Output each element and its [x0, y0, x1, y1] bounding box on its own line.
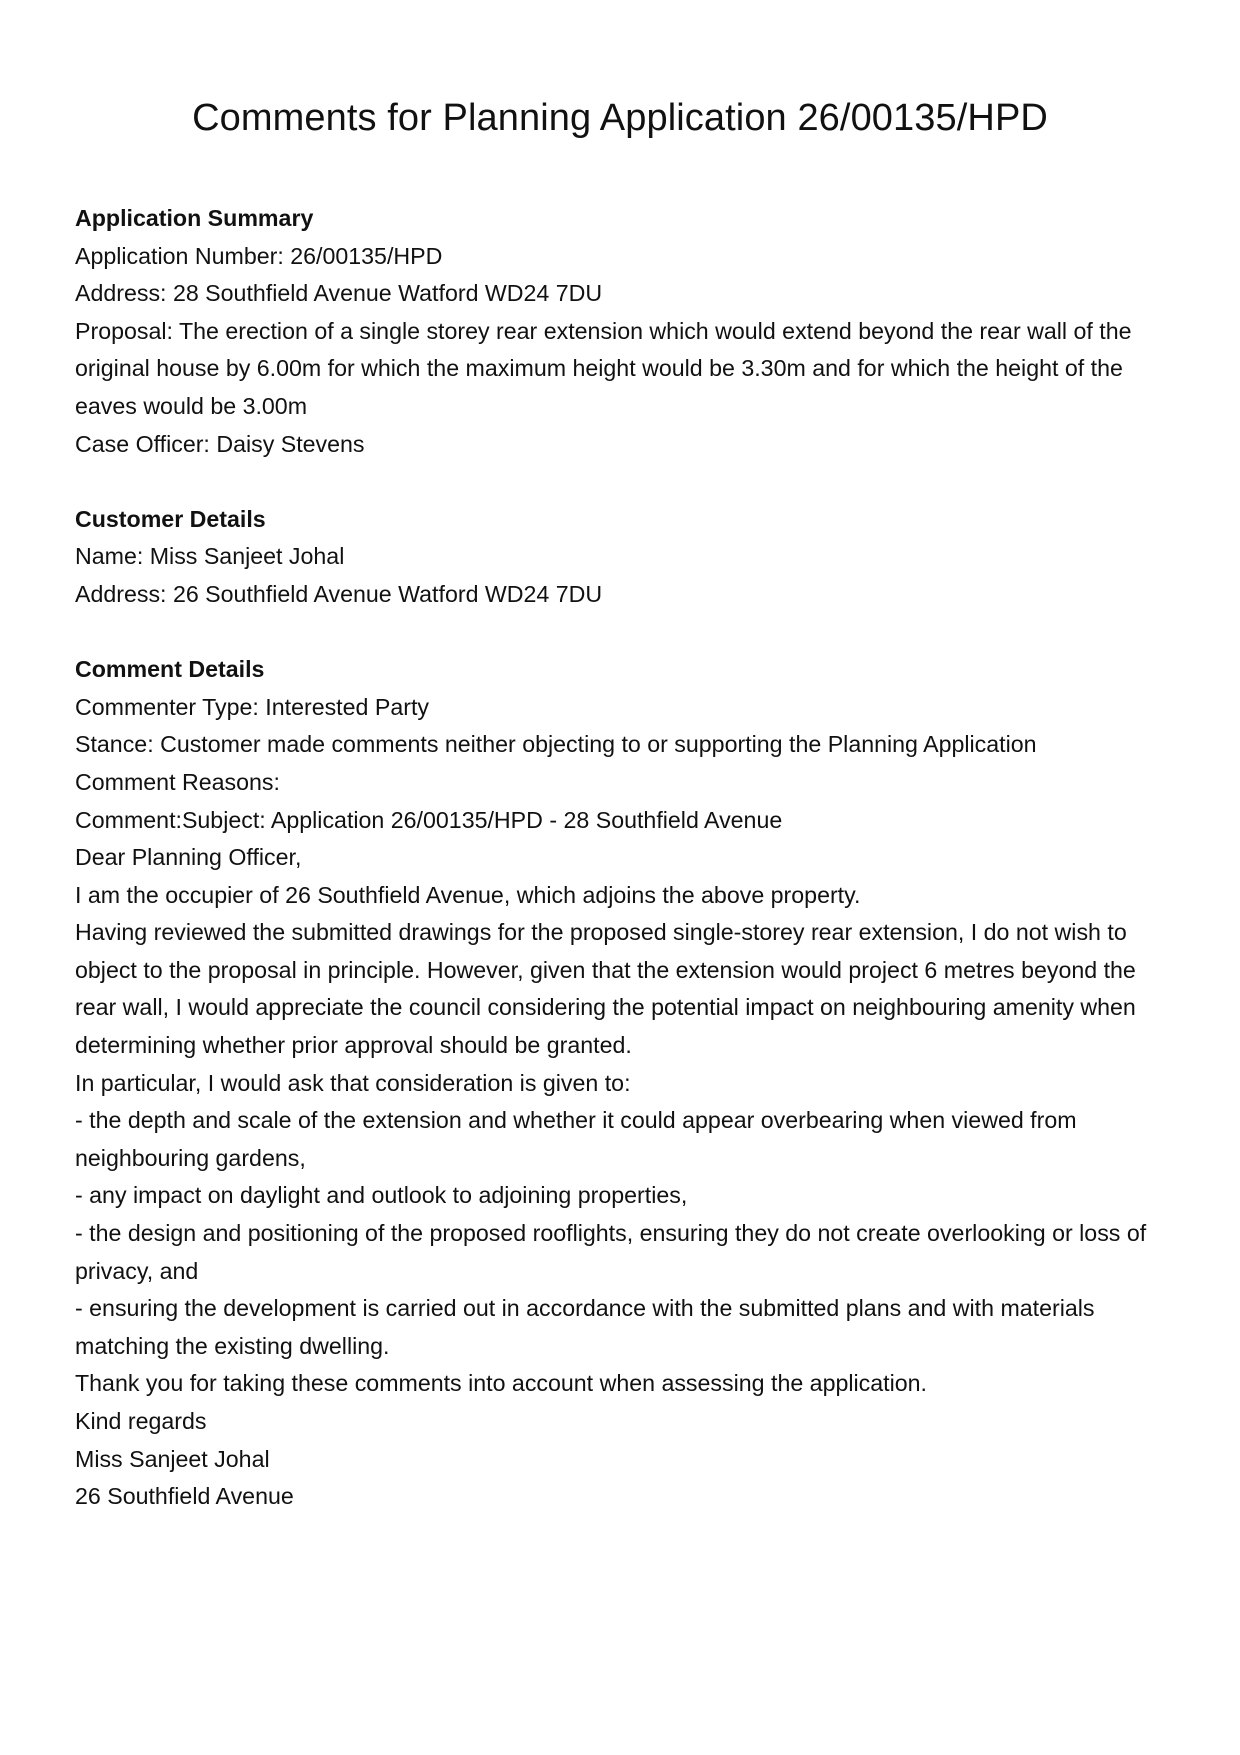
comment-line: 26 Southfield Avenue — [75, 1483, 294, 1510]
application-summary-heading: Application Summary — [75, 205, 314, 231]
comment-stance: Stance: Customer made comments neither objecting to or supporting the Planning Application — [75, 731, 1037, 758]
customer-details-section — [75, 501, 1175, 614]
comment-line: - any impact on daylight and outlook to adjoining properties, — [75, 1182, 688, 1209]
comment-line: Comment:Subject: Application 26/00135/HPD - 28 Southfield Avenue — [75, 806, 783, 833]
comment-line: Dear Planning Officer, — [75, 844, 302, 871]
comment-line: - the design and positioning of the proposed rooflights, ensuring they do not create overlooking or loss of privacy, and — [75, 1220, 1153, 1284]
comment-line: Having reviewed the submitted drawings for the proposed single-storey rear extension, I do not wish to object to the proposal in principle. However, given that the extension would project 6 metres beyond the rear wall, I would appreciate the council considering the potential impact on neighbouring amenity when determining whether prior approval should be granted. — [75, 919, 1143, 1059]
comment-line: In particular, I would ask that consideration is given to: — [75, 1069, 631, 1096]
commenter-type: Commenter Type: Interested Party — [75, 693, 429, 720]
comment-line: Miss Sanjeet Johal — [75, 1445, 270, 1472]
comment-line: Kind regards — [75, 1408, 207, 1434]
customer-address: Address: 26 Southfield Avenue Watford WD24 7DU — [75, 580, 603, 607]
comment-line: I am the occupier of 26 Southfield Avenue, which adjoins the above property. — [75, 881, 861, 908]
application-address: Address: 28 Southfield Avenue Watford WD24 7DU — [75, 280, 603, 307]
document-content — [75, 200, 1175, 1553]
customer-name: Name: Miss Sanjeet Johal — [75, 543, 345, 570]
case-officer: Case Officer: Daisy Stevens — [75, 430, 365, 457]
comment-line: Thank you for taking these comments into account when assessing the application. — [75, 1370, 927, 1397]
customer-details-heading: Customer Details — [75, 505, 266, 532]
comment-body — [75, 802, 1175, 1516]
comment-reasons: Comment Reasons: — [75, 768, 280, 795]
comment-details-section — [75, 651, 1175, 1516]
application-summary-section — [75, 200, 1175, 463]
page-title: Comments for Planning Application 26/00135/HPD — [192, 97, 1048, 139]
comment-line: - the depth and scale of the extension and whether it could appear overbearing when viewed from neighbouring gardens, — [75, 1107, 1084, 1171]
application-proposal: Proposal: The erection of a single storey rear extension which would extend beyond the rear wall of the original house by 6.00m for which the maximum height would be 3.30m and for which the height of the eaves would be 3.00m — [75, 317, 1138, 419]
comment-details-heading: Comment Details — [75, 656, 265, 683]
comment-line: - ensuring the development is carried out in accordance with the submitted plans and with materials matching the existing dwelling. — [75, 1295, 1101, 1359]
application-number: Application Number: 26/00135/HPD — [75, 242, 443, 269]
